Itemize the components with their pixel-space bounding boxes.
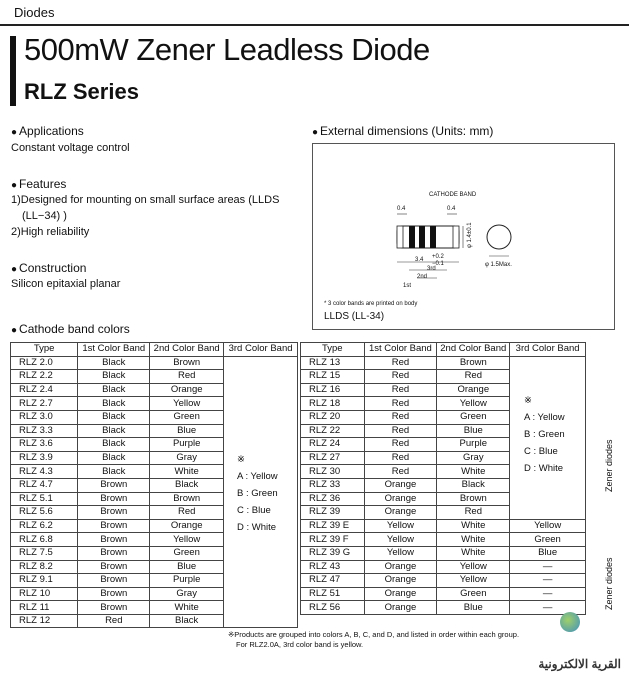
band-2-cell: Green <box>150 546 224 560</box>
table-row <box>301 546 586 560</box>
band-1-cell: Black <box>78 424 150 438</box>
type-cell: RLZ 11 <box>11 601 78 615</box>
header-2nd-band: 2nd Color Band <box>437 343 510 357</box>
band-3-cell: — <box>510 587 586 601</box>
features-line-1: 1)Designed for mounting on small surface areas (LLDS <box>11 194 280 206</box>
band-3-cell: — <box>510 560 586 574</box>
footnote-1: ※Products are grouped into colors A, B, C, and D, and listed in order within each group. <box>228 630 520 639</box>
band-3-cell: — <box>510 574 586 588</box>
header-1st-band: 1st Color Band <box>364 343 437 357</box>
band-2-cell: Orange <box>437 383 510 397</box>
band-1-cell: Brown <box>78 533 150 547</box>
type-cell: RLZ 10 <box>11 587 78 601</box>
side-label-bottom: Zener diodes <box>604 557 614 610</box>
bullet-icon: ● <box>312 127 319 138</box>
type-cell: RLZ 5.6 <box>11 506 78 520</box>
header-type: Type <box>301 343 365 357</box>
band-1-cell: Black <box>78 356 150 370</box>
table-row <box>11 356 298 370</box>
band-2-cell: Green <box>150 410 224 424</box>
band-2-cell: Yellow <box>150 397 224 411</box>
band-3-cell: Green <box>510 533 586 547</box>
band-1-cell: Yellow <box>364 533 437 547</box>
band-2-cell: Green <box>437 410 510 424</box>
band-2-cell: Red <box>437 370 510 384</box>
band-2-cell: White <box>437 533 510 547</box>
band-1-cell: Brown <box>78 478 150 492</box>
bullet-icon: ● <box>11 264 18 275</box>
type-cell: RLZ 9.1 <box>11 574 78 588</box>
dimension-drawing <box>312 143 615 330</box>
type-cell: RLZ 8.2 <box>11 560 78 574</box>
band-1-cell: Yellow <box>364 519 437 533</box>
band-2nd-label: 2nd <box>417 274 428 280</box>
type-cell: RLZ 56 <box>301 601 365 615</box>
band-2-cell: Blue <box>437 601 510 615</box>
dim-tolerance-plus: +0.2 <box>432 254 444 260</box>
band-1-cell: Black <box>78 383 150 397</box>
type-cell: RLZ 39 E <box>301 519 365 533</box>
type-cell: RLZ 24 <box>301 438 365 452</box>
table-row <box>301 574 586 588</box>
band-2-cell: Yellow <box>437 574 510 588</box>
band-2-cell: Red <box>437 506 510 520</box>
type-cell: RLZ 33 <box>301 478 365 492</box>
header-2nd-band: 2nd Color Band <box>150 343 224 357</box>
type-cell: RLZ 20 <box>301 410 365 424</box>
type-cell: RLZ 27 <box>301 451 365 465</box>
type-cell: RLZ 13 <box>301 356 365 370</box>
globe-logo-icon <box>560 612 580 632</box>
band-1-cell: Orange <box>364 601 437 615</box>
type-cell: RLZ 3.9 <box>11 451 78 465</box>
dim-b: 0.4 <box>447 206 456 212</box>
type-cell: RLZ 7.5 <box>11 546 78 560</box>
type-cell: RLZ 18 <box>301 397 365 411</box>
band-2-cell: Brown <box>437 492 510 506</box>
features-heading: ● Features <box>11 177 67 191</box>
features-line-3: 2)High reliability <box>11 226 90 238</box>
band-1-cell: Brown <box>78 601 150 615</box>
type-cell: RLZ 39 <box>301 506 365 520</box>
side-label-top: Zener diodes <box>604 439 614 492</box>
type-cell: RLZ 39 F <box>301 533 365 547</box>
band-1-cell: Red <box>364 424 437 438</box>
type-cell: RLZ 15 <box>301 370 365 384</box>
type-cell: RLZ 2.7 <box>11 397 78 411</box>
band-1-cell: Red <box>364 451 437 465</box>
band-2-cell: Yellow <box>437 560 510 574</box>
legend-b: B : Green <box>524 429 565 440</box>
band-2-cell: White <box>437 519 510 533</box>
type-cell: RLZ 6.2 <box>11 519 78 533</box>
table-row <box>301 601 586 615</box>
dim-diameter: φ 1.4±0.1 <box>467 222 473 248</box>
band-2-cell: Red <box>150 506 224 520</box>
band-3rd-label: 3rd <box>427 266 436 272</box>
table-row <box>301 519 586 533</box>
band-1-cell: Orange <box>364 560 437 574</box>
legend-d: D : White <box>237 522 277 533</box>
band-2-cell: Gray <box>150 451 224 465</box>
applications-text: Constant voltage control <box>11 142 130 154</box>
header-3rd-band: 3rd Color Band <box>510 343 586 357</box>
type-cell: RLZ 2.2 <box>11 370 78 384</box>
legend-c: C : Blue <box>524 446 558 457</box>
band-2-cell: Green <box>437 587 510 601</box>
band-2-cell: Brown <box>437 356 510 370</box>
category-label: Diodes <box>14 5 55 20</box>
table-row <box>301 587 586 601</box>
header-1st-band: 1st Color Band <box>78 343 150 357</box>
table-row <box>301 533 586 547</box>
header-rule <box>0 24 629 26</box>
band-2-cell: Black <box>150 478 224 492</box>
band-1-cell: Brown <box>78 519 150 533</box>
construction-heading: ● Construction <box>11 261 87 275</box>
band-1-cell: Brown <box>78 506 150 520</box>
page-title: 500mW Zener Leadless Diode <box>24 32 430 67</box>
bullet-icon: ● <box>11 127 18 138</box>
legend-left <box>237 451 278 536</box>
band-2-cell: Brown <box>150 492 224 506</box>
type-cell: RLZ 12 <box>11 614 78 628</box>
band-2-cell: Black <box>150 614 224 628</box>
band-1-cell: Orange <box>364 574 437 588</box>
type-cell: RLZ 51 <box>301 587 365 601</box>
type-cell: RLZ 3.0 <box>11 410 78 424</box>
band-1st-label: 1st <box>403 283 412 289</box>
cathode-band-label: CATHODE BAND <box>429 192 477 198</box>
band-2-cell: Orange <box>150 519 224 533</box>
dim-tolerance-minus: −0.1 <box>432 261 444 267</box>
type-cell: RLZ 39 G <box>301 546 365 560</box>
band-1-cell: Brown <box>78 587 150 601</box>
band-1-cell: Brown <box>78 574 150 588</box>
band-2-cell: White <box>150 465 224 479</box>
legend-c: C : Blue <box>237 505 271 516</box>
band-1-cell: Brown <box>78 546 150 560</box>
watermark: القرية الالكترونية <box>538 657 621 671</box>
band-1-cell: Black <box>78 438 150 452</box>
band-1-cell: Black <box>78 465 150 479</box>
band-2-cell: Purple <box>437 438 510 452</box>
legend-mark: ※ <box>524 395 532 406</box>
legend-a: A : Yellow <box>524 412 565 423</box>
band-2-cell: White <box>150 601 224 615</box>
band-3-cell: — <box>510 601 586 615</box>
type-cell: RLZ 2.4 <box>11 383 78 397</box>
band-2-cell: Gray <box>150 587 224 601</box>
type-cell: RLZ 6.8 <box>11 533 78 547</box>
bullet-icon: ● <box>11 180 18 191</box>
band-3-cell: Blue <box>510 546 586 560</box>
band-2-cell: Blue <box>437 424 510 438</box>
band-1-cell: Orange <box>364 478 437 492</box>
dim-length: 3.4 <box>415 257 424 263</box>
legend-right <box>524 392 565 477</box>
band-1-cell: Black <box>78 397 150 411</box>
table-header-row <box>301 343 586 357</box>
header-type: Type <box>11 343 78 357</box>
cathode-table-right <box>300 342 586 615</box>
package-label: LLDS (LL-34) <box>324 311 385 322</box>
type-cell: RLZ 3.3 <box>11 424 78 438</box>
band-1-cell: Brown <box>78 492 150 506</box>
construction-text: Silicon epitaxial planar <box>11 278 121 290</box>
legend-a: A : Yellow <box>237 471 278 482</box>
band-1-cell: Black <box>78 451 150 465</box>
type-cell: RLZ 4.7 <box>11 478 78 492</box>
band-1-cell: Red <box>364 356 437 370</box>
band-1-cell: Red <box>364 397 437 411</box>
type-cell: RLZ 30 <box>301 465 365 479</box>
dim-a: 0.4 <box>397 206 406 212</box>
band-2-cell: White <box>437 546 510 560</box>
type-cell: RLZ 22 <box>301 424 365 438</box>
dim-max-diameter: φ 1.5Max. <box>485 262 512 268</box>
band-2-cell: Blue <box>150 560 224 574</box>
band-2-cell: Gray <box>437 451 510 465</box>
type-cell: RLZ 3.6 <box>11 438 78 452</box>
table-header-row <box>11 343 298 357</box>
band-2-cell: Yellow <box>150 533 224 547</box>
legend-b: B : Green <box>237 488 278 499</box>
header-3rd-band: 3rd Color Band <box>224 343 298 357</box>
type-cell: RLZ 36 <box>301 492 365 506</box>
features-line-2: (LL−34) ) <box>22 210 67 222</box>
band-2-cell: Yellow <box>437 397 510 411</box>
legend-mark: ※ <box>237 454 245 465</box>
band-1-cell: Brown <box>78 560 150 574</box>
band-2-cell: Blue <box>150 424 224 438</box>
band-1-cell: Red <box>78 614 150 628</box>
band-1-cell: Orange <box>364 506 437 520</box>
table-row <box>301 560 586 574</box>
band-2-cell: White <box>437 465 510 479</box>
band-2-cell: Brown <box>150 356 224 370</box>
band-1-cell: Red <box>364 438 437 452</box>
band-1-cell: Black <box>78 410 150 424</box>
title-accent-bar <box>10 36 16 106</box>
page-subtitle: RLZ Series <box>24 79 139 104</box>
band-2-cell: Black <box>437 478 510 492</box>
band-1-cell: Red <box>364 370 437 384</box>
external-heading: ● External dimensions (Units: mm) <box>312 124 494 138</box>
band-2-cell: Purple <box>150 574 224 588</box>
band-1-cell: Red <box>364 383 437 397</box>
type-cell: RLZ 2.0 <box>11 356 78 370</box>
type-cell: RLZ 4.3 <box>11 465 78 479</box>
band-1-cell: Red <box>364 410 437 424</box>
bullet-icon: ● <box>11 325 18 336</box>
band-note: * 3 color bands are printed on body <box>324 301 418 307</box>
type-cell: RLZ 47 <box>301 574 365 588</box>
footnote-2: For RLZ2.0A, 3rd color band is yellow. <box>236 640 364 649</box>
band-1-cell: Black <box>78 370 150 384</box>
band-2-cell: Red <box>150 370 224 384</box>
band-1-cell: Orange <box>364 587 437 601</box>
table-row <box>301 356 586 370</box>
band-3-cell: Yellow <box>510 519 586 533</box>
band-1-cell: Red <box>364 465 437 479</box>
band-1-cell: Orange <box>364 492 437 506</box>
band-2-cell: Orange <box>150 383 224 397</box>
band-1-cell: Yellow <box>364 546 437 560</box>
type-cell: RLZ 43 <box>301 560 365 574</box>
type-cell: RLZ 5.1 <box>11 492 78 506</box>
band-2-cell: Purple <box>150 438 224 452</box>
type-cell: RLZ 16 <box>301 383 365 397</box>
legend-d: D : White <box>524 463 564 474</box>
applications-heading: ● Applications <box>11 124 84 138</box>
cathode-heading: ● Cathode band colors <box>11 322 130 336</box>
